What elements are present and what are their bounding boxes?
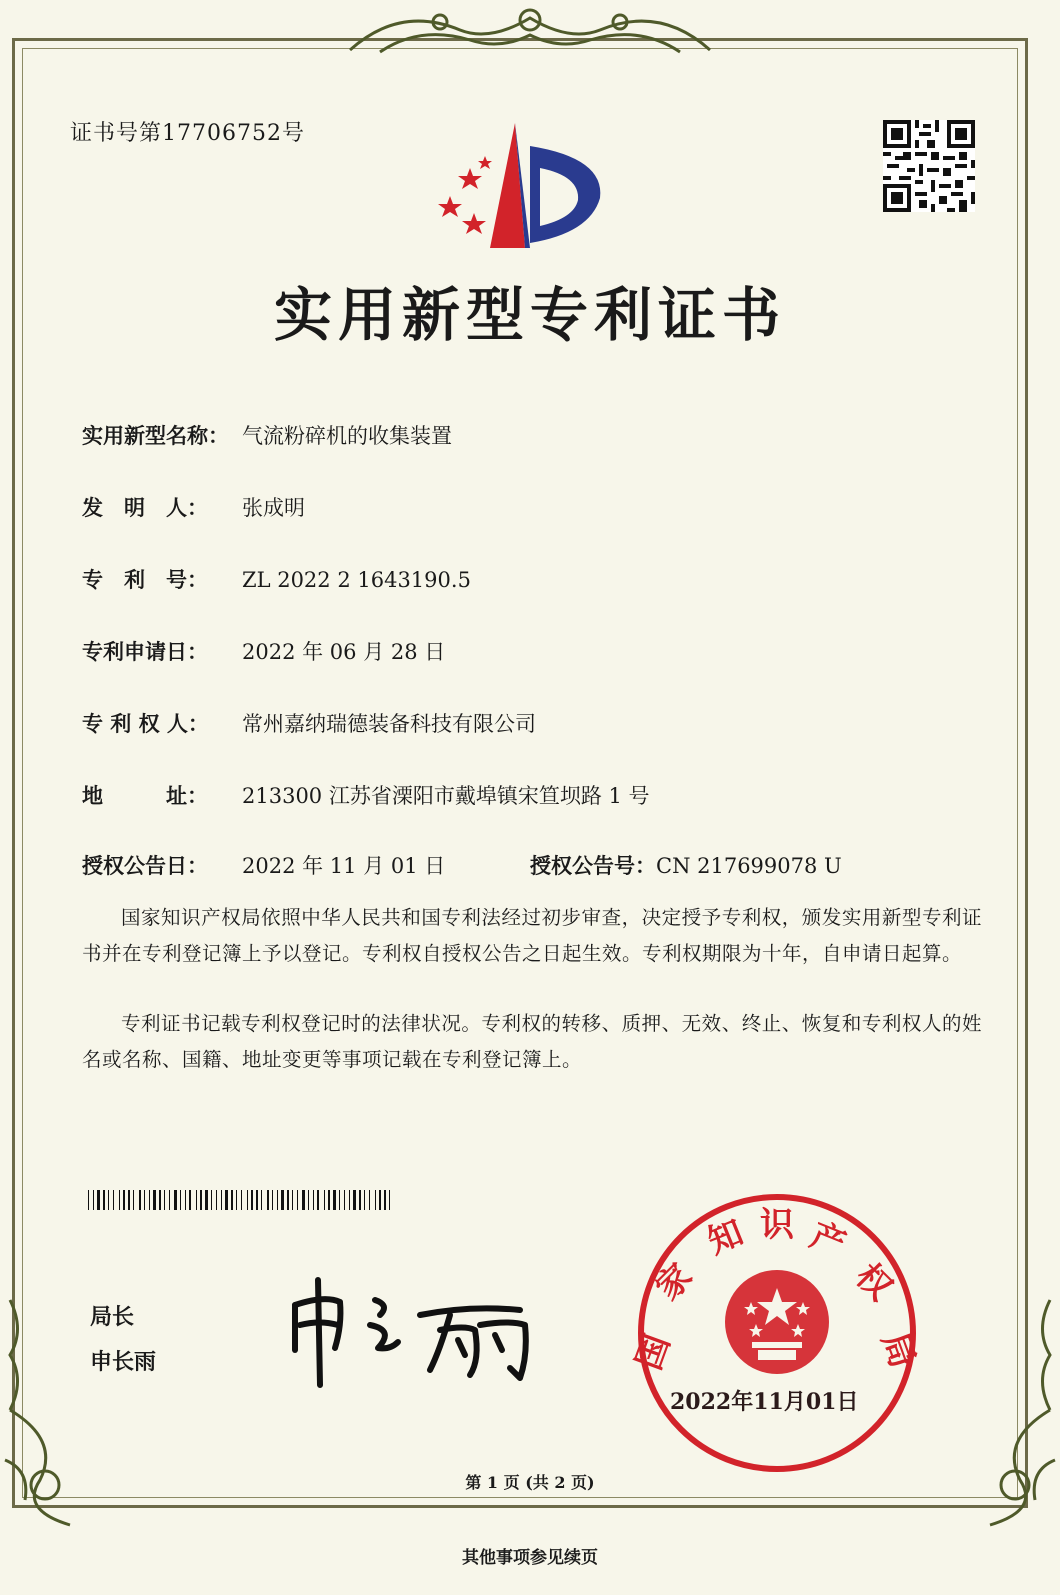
field-label: 授权公告号：	[530, 853, 656, 878]
field-value: 常州嘉纳瑞德装备科技有限公司	[242, 712, 536, 736]
barcode-icon	[88, 1190, 394, 1210]
field-label: 发 明 人：	[82, 495, 208, 520]
cnipa-logo-icon	[430, 118, 610, 258]
legal-paragraph-2: 专利证书记载专利权登记时的法律状况。专利权的转移、质押、无效、终止、恢复和专利权人的姓名或名称、国籍、地址变更等事项记载在专利登记簿上。	[82, 1012, 982, 1071]
field-value: 气流粉碎机的收集装置	[242, 424, 452, 448]
director-title: 局长	[90, 1304, 135, 1330]
signature-icon	[280, 1270, 540, 1390]
field-value: 张成明	[242, 496, 305, 520]
left-side-ornament-icon	[0, 1300, 30, 1410]
official-seal-icon	[628, 1192, 923, 1474]
footer-note: 其他事项参见续页	[462, 1548, 598, 1568]
bottom-right-ornament-icon	[970, 1400, 1060, 1530]
field-label: 专 利 权 人：	[82, 711, 209, 736]
field-value: 2022 年 11 月 01 日	[242, 854, 446, 878]
qr-code-icon	[883, 120, 975, 212]
field-label: 地 址：	[82, 783, 208, 808]
field-grant-date	[82, 850, 445, 880]
field-label: 专利申请日：	[82, 639, 208, 664]
top-ornament-icon	[340, 0, 720, 64]
svg-text:局: 局	[873, 1327, 923, 1374]
legal-paragraph-1: 国家知识产权局依照中华人民共和国专利法经过初步审查，决定授予专利权，颁发实用新型专利证书并在专利登记簿上予以登记。专利权自授权公告之日起生效。专利权期限为十年，自申请日起算。	[82, 906, 982, 965]
svg-text:家: 家	[648, 1256, 701, 1309]
certificate-number: 证书号第17706752号	[70, 121, 305, 146]
certificate-title: 实用新型专利证书	[273, 281, 786, 349]
svg-text:知: 知	[702, 1212, 749, 1263]
field-value: ZL 2022 2 1643190.5	[242, 568, 471, 592]
field-label: 专 利 号：	[82, 567, 208, 592]
field-value: 2022 年 06 月 28 日	[242, 640, 446, 664]
svg-text:国: 国	[628, 1329, 679, 1376]
page-indicator: 第 1 页 (共 2 页)	[465, 1473, 595, 1492]
svg-text:权: 权	[847, 1256, 900, 1309]
field-patentee	[82, 708, 536, 738]
director-name: 申长雨	[90, 1349, 157, 1375]
field-patent-number	[82, 564, 471, 594]
field-inventor	[82, 492, 305, 522]
field-value: CN 217699078 U	[656, 854, 842, 878]
bottom-left-ornament-icon	[0, 1400, 90, 1530]
right-side-ornament-icon	[1030, 1300, 1060, 1410]
seal-date: 2022年11月01日	[670, 1389, 859, 1415]
field-address	[82, 780, 650, 810]
svg-text:识: 识	[760, 1205, 794, 1245]
field-value: 213300 江苏省溧阳市戴埠镇宋笪坝路 1 号	[242, 784, 650, 808]
field-label: 授权公告日：	[82, 853, 208, 878]
field-grant-number	[530, 850, 842, 880]
field-filing-date	[82, 636, 445, 666]
field-label: 实用新型名称：	[82, 423, 229, 448]
field-utility-model-name	[82, 420, 452, 450]
svg-text:产: 产	[804, 1215, 852, 1266]
